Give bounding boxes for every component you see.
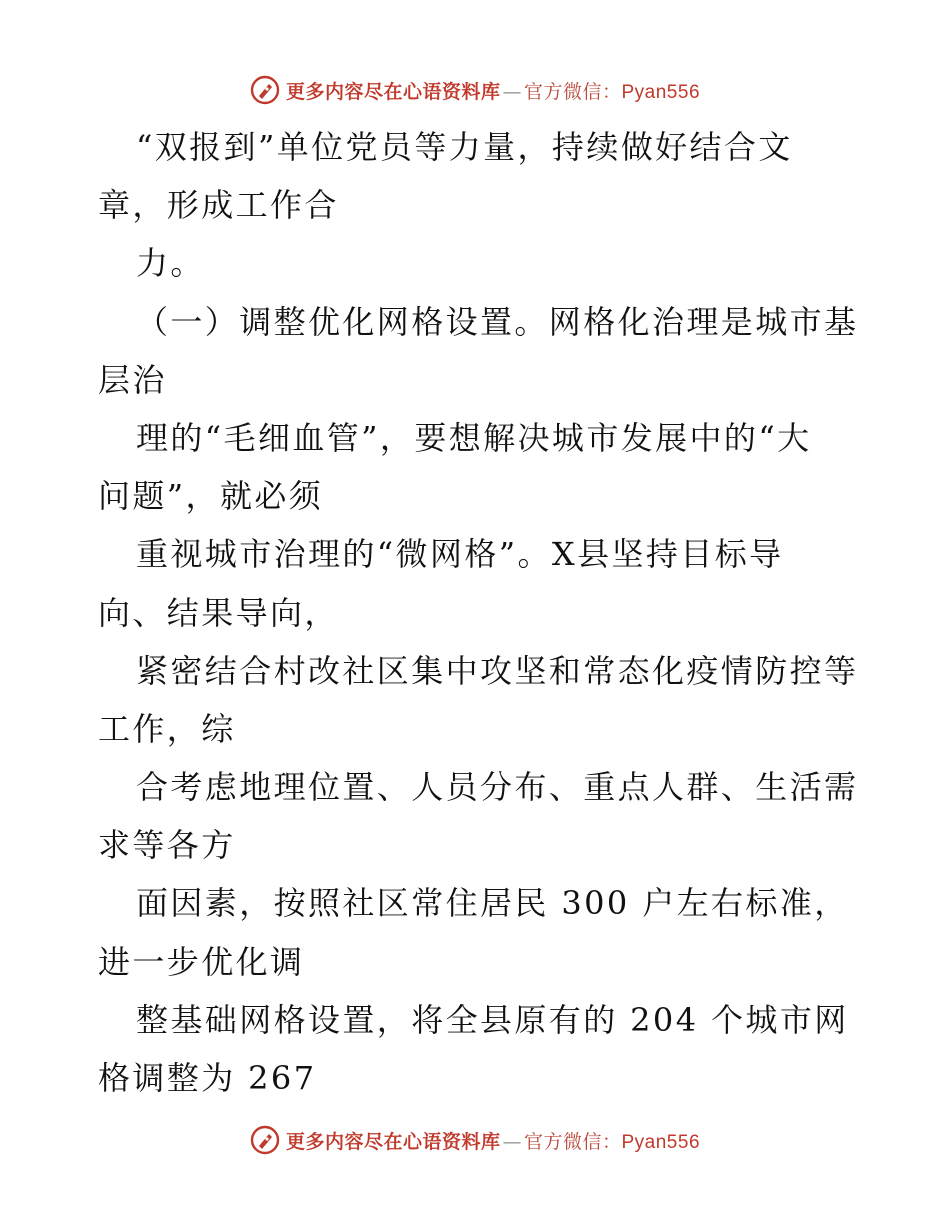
text-line: 向、结果导向，: [98, 593, 339, 632]
footer-watermark-banner: [0, 1120, 950, 1160]
text-line: 面因素，按照社区常住居民 300 户左右标准，: [136, 884, 849, 923]
text-line: 合考虑地理位置、人员分布、重点人群、生活需: [136, 768, 858, 807]
text-line: （一）调整优化网格设置。网格化治理是城市基: [136, 302, 858, 341]
text-line: 层治: [98, 360, 167, 399]
footer-banner-label: 官方微信：: [523, 1130, 622, 1153]
text-line: 整基础网格设置，将全县原有的 204 个城市网: [136, 1000, 849, 1039]
text-line: 重视城市治理的“微网格”。X县坚持目标导: [136, 535, 784, 574]
header-banner-text: [286, 77, 700, 104]
text-line: 问题”，就必须: [98, 477, 324, 516]
text-line: 紧密结合村改社区集中攻坚和常态化疫情防控等: [136, 651, 858, 690]
pen-nib-logo-icon: [250, 1125, 280, 1155]
document-body: [98, 118, 858, 1107]
text-line: 进一步优化调: [98, 942, 305, 981]
header-banner-dash: —: [502, 80, 522, 103]
footer-banner-text: [286, 1127, 700, 1154]
text-line: 力。: [136, 244, 205, 283]
text-line: “双报到”单位党员等力量，持续做好结合文: [136, 128, 793, 166]
text-line: 工作，综: [98, 709, 236, 748]
text-line: 求等各方: [98, 826, 236, 865]
footer-banner-main: 更多内容尽在心语资料库: [285, 1130, 501, 1153]
pen-nib-logo-icon: [250, 75, 280, 105]
header-banner-handle: Pyan556: [621, 81, 701, 103]
text-line: 格调整为 267: [98, 1059, 317, 1097]
header-banner-label: 官方微信：: [523, 80, 622, 103]
text-line: 理的“毛细血管”，要想解决城市发展中的“大: [136, 418, 812, 457]
header-watermark-banner: [0, 70, 950, 110]
footer-banner-dash: —: [502, 1130, 522, 1153]
text-line: 章，形成工作合: [98, 186, 339, 225]
footer-banner-handle: Pyan556: [621, 1131, 701, 1153]
header-banner-main: 更多内容尽在心语资料库: [285, 80, 501, 103]
